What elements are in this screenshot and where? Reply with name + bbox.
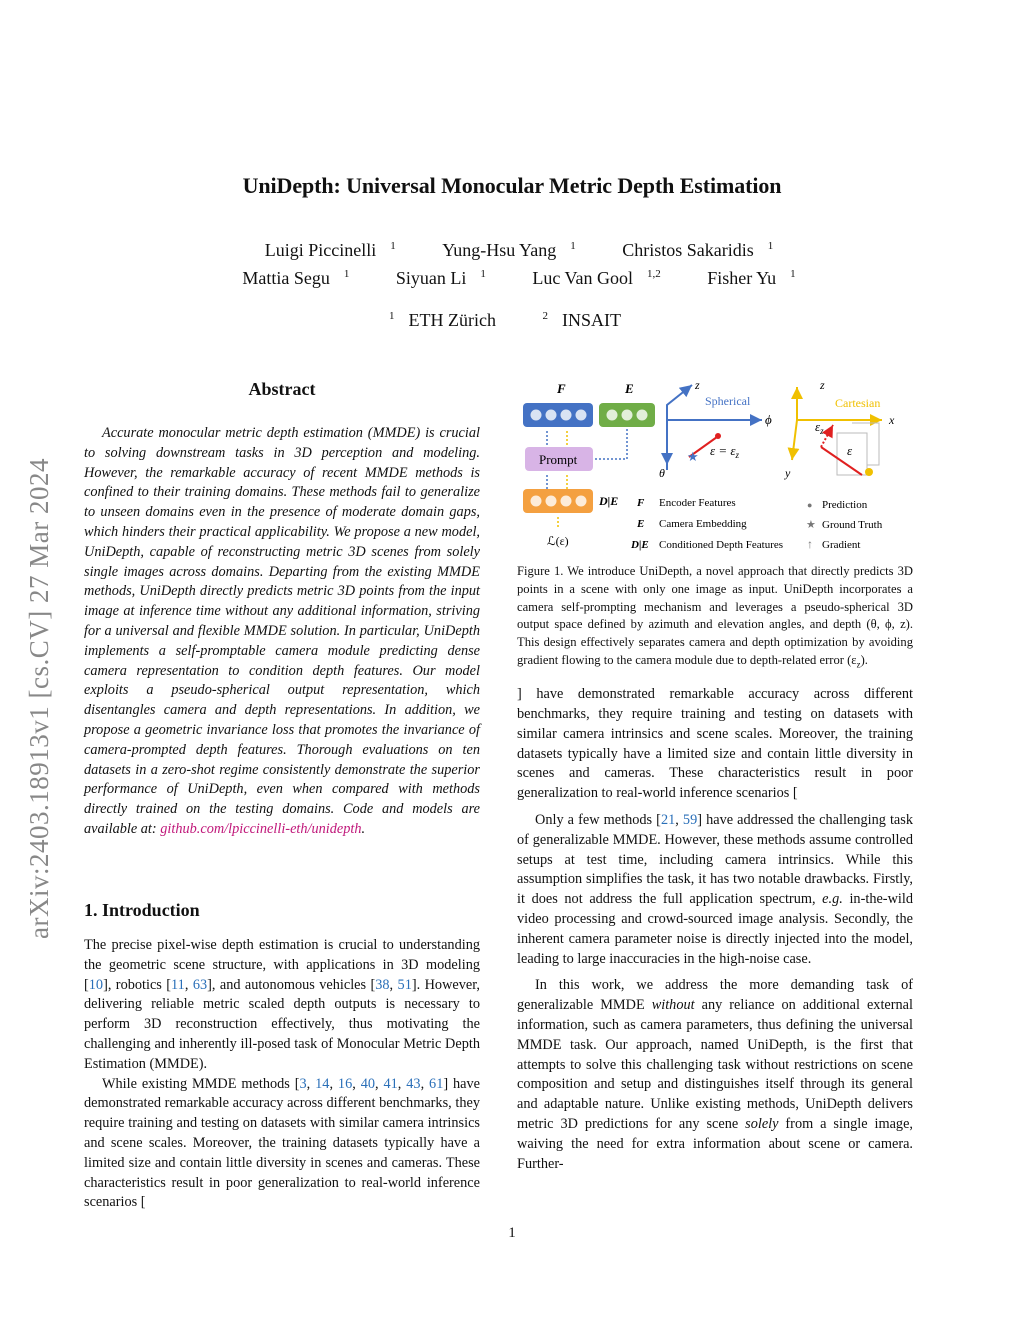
- author: Mattia Segu $^1$: [242, 268, 350, 288]
- svg-text:y: y: [785, 466, 791, 480]
- svg-text:★: ★: [806, 519, 816, 531]
- label-e: E: [625, 381, 634, 396]
- intro-right-column: [517, 686, 913, 1181]
- author: Christos Sakaridis $^1$: [622, 240, 774, 260]
- svg-text:x: x: [889, 413, 895, 427]
- cartesian-label: Cartesian: [835, 396, 881, 410]
- svg-text:ϕ: ϕ: [765, 412, 772, 427]
- citation[interactable]: 59: [682, 812, 698, 828]
- citation[interactable]: 63: [192, 976, 208, 993]
- abstract-heading: Abstract: [248, 379, 316, 399]
- citation[interactable]: 21: [660, 812, 676, 828]
- authors-line-1: [0, 240, 1024, 261]
- citation[interactable]: 51: [397, 976, 412, 993]
- loss-label: ℒ(ε): [547, 534, 569, 548]
- author: Luc Van Gool $^{1,2}$: [532, 268, 661, 288]
- citation[interactable]: 3: [299, 1075, 307, 1092]
- paragraph: In this work, we address the more demanding task of generalizable MMDE without any reliance on additional external information, such as camera parameters, thus defining the universal MMDE task. Our approach, named UniDepth, is the first that attempts to solve this challenging task without restrictions on scene composition and setup and distinguishes itself through its general and adaptable nature. Unlike existing methods, UniDepth delivers metric 3D predictions for any scene solely from a single image, waiving the need for extra information about scene or camera. Further-: [517, 977, 913, 1172]
- citation[interactable]: 43: [406, 1075, 421, 1092]
- intro-left-column: [84, 936, 480, 1211]
- author: Siyuan Li $^1$: [395, 268, 486, 288]
- paragraph: The precise pixel-wise depth estimation is crucial to understanding the geometric scene structure, with applications in 3D modeling [10], robotics [11, 63], and autonomous vehicles [38, 51]. However, delivering reliable metric scaled depth outputs is necessary to perform 3D reconstruction effectively, thus motivating the challenging and inherently ill-posed task of Monocular Metric Depth Estimation (MMDE).: [84, 937, 480, 1072]
- citation[interactable]: 16: [337, 1075, 353, 1092]
- prompt-label: Prompt: [539, 452, 578, 467]
- page-number: 1: [508, 1225, 516, 1241]
- svg-text:F: F: [637, 497, 645, 509]
- figure-1: [517, 375, 917, 555]
- svg-text:★: ★: [687, 449, 699, 464]
- authors-line-2: [0, 268, 1024, 289]
- svg-text:Conditioned Depth Features: Conditioned Depth Features: [659, 539, 784, 551]
- spherical-label: Spherical: [705, 394, 751, 408]
- svg-text:↑: ↑: [807, 537, 813, 551]
- paragraph: Only a few methods [21, 59] have addressed the challenging task of generalizable MMDE. However, these methods assume controlled setups at test time, including camera intrinsics. While this assumption simplifies the task, it has two notable drawbacks. Firstly, it does not address the full application spectrum, e.g. in-the-wild video processing and crowd-sourced image analysis. Secondly, the inherent camera parameter noise is directly injected into the model, leading to large inaccuracies in the high-noise case.: [517, 812, 913, 967]
- label-f: F: [557, 381, 566, 396]
- citation[interactable]: 61: [429, 1075, 444, 1092]
- citation[interactable]: 10: [88, 976, 104, 993]
- svg-text:ε: ε: [847, 443, 853, 458]
- svg-text:z: z: [695, 378, 700, 392]
- paragraph: [517, 686, 913, 804]
- citation[interactable]: 41: [383, 1075, 398, 1092]
- svg-text:εz: $\varepsilon_z$: [815, 419, 824, 436]
- svg-text:Encoder Features: Encoder Features: [659, 497, 736, 509]
- author: Fisher Yu $^1$: [707, 268, 796, 288]
- svg-text:●: ●: [807, 500, 813, 510]
- svg-text:ε = εz: $\varepsilon = \varepsilon_z$: [710, 443, 740, 460]
- arxiv-stamp: arXiv:2403.18913v1 [cs.CV] 27 Mar 2024: [24, 458, 54, 939]
- citation[interactable]: 38: [375, 976, 390, 993]
- svg-text:D|E: D|E: [599, 494, 619, 508]
- paragraph-continuation: ] have demonstrated remarkable accuracy across different benchmarks, they require training and testing on datasets with similar camera intrinsics and scene scales. Moreover, the training datasets typically have a limited size and contain little diversity in scenes and cameras. These characteristics result in poor generalization to real-world inference scenarios [: [517, 686, 913, 802]
- author: Luigi Piccinelli $^1$: [264, 240, 396, 260]
- svg-text:E: E: [637, 518, 645, 530]
- svg-text:Prediction: Prediction: [822, 499, 868, 511]
- paragraph: While existing MMDE methods [3, 14, 16, 40, 41, 43, 61] have demonstrated remarkable accuracy across different benchmarks, they require training and testing on datasets with similar camera intrinsics and scene scales. Moreover, the training datasets typically have a limited size and contain little diversity in scenes and cameras. These characteristics result in poor generalization to real-world inference scenarios [: [84, 1075, 480, 1211]
- svg-text:Gradient: Gradient: [822, 539, 861, 551]
- svg-text:D|E: D|E: [631, 539, 649, 551]
- section-heading: 1. Introduction: [84, 900, 200, 920]
- citation[interactable]: 40: [360, 1075, 375, 1092]
- abstract-body: Accurate monocular metric depth estimation (MMDE) is crucial to solving downstream tasks in 3D perception and modeling. However, the remarkable accuracy of recent MMDE methods is confined to their training domains. These methods fail to generalize to unseen domains even in the presence of moderate domain gaps, which hinders their practical applicability. We propose a new model, UniDepth, capable of reconstructing metric 3D scenes from solely single images across domains. Departing from the existing MMDE methods, UniDepth directly predicts metric 3D points from the input image at inference time without any additional information, striving for a universal and flexible MMDE solution. In particular, UniDepth implements a self-promptable camera module predicting dense camera representation to condition depth features. Our model exploits a pseudo-spherical output representation, which disentangles camera and depth representations. In addition, we propose a geometric invariance loss that promotes the invariance of camera-prompted depth features. Thorough evaluations on ten datasets in a zero-shot regime consistently demonstrate the superior performance of UniDepth, even when compared with methods directly trained on the testing domains. Code and models are available at: github.com/lpiccinelli-eth/unidepth.: [84, 425, 480, 837]
- figure-1-caption: Figure 1. We introduce UniDepth, a novel approach that directly predicts 3D points in a scene with only one image as input. UniDepth incorporates a camera self-prompting mechanism and leverages a pseudo-spherical 3D output space defined by azimuth and elevation angles, and depth (θ, ϕ, z). This design effectively separates camera and depth optimization by avoiding gradient flowing to the camera module due to depth-related error $(\varepsilon_z)$.: [517, 564, 913, 670]
- svg-text:Ground Truth: Ground Truth: [822, 519, 883, 531]
- svg-text:Camera Embedding: Camera Embedding: [659, 518, 747, 530]
- svg-text:z: z: [820, 378, 825, 392]
- paper-title: UniDepth: Universal Monocular Metric Depth Estimation: [242, 173, 782, 198]
- svg-text:θ: θ: [659, 466, 665, 480]
- affiliations: $^1$ ETH Zürich $^2$ INSAIT: [389, 310, 621, 330]
- author: Yung-Hsu Yang $^1$: [442, 240, 576, 260]
- citation[interactable]: 14: [315, 1075, 330, 1092]
- code-link[interactable]: github.com/lpiccinelli-eth/unidepth: [160, 820, 362, 837]
- citation[interactable]: 11: [171, 976, 185, 993]
